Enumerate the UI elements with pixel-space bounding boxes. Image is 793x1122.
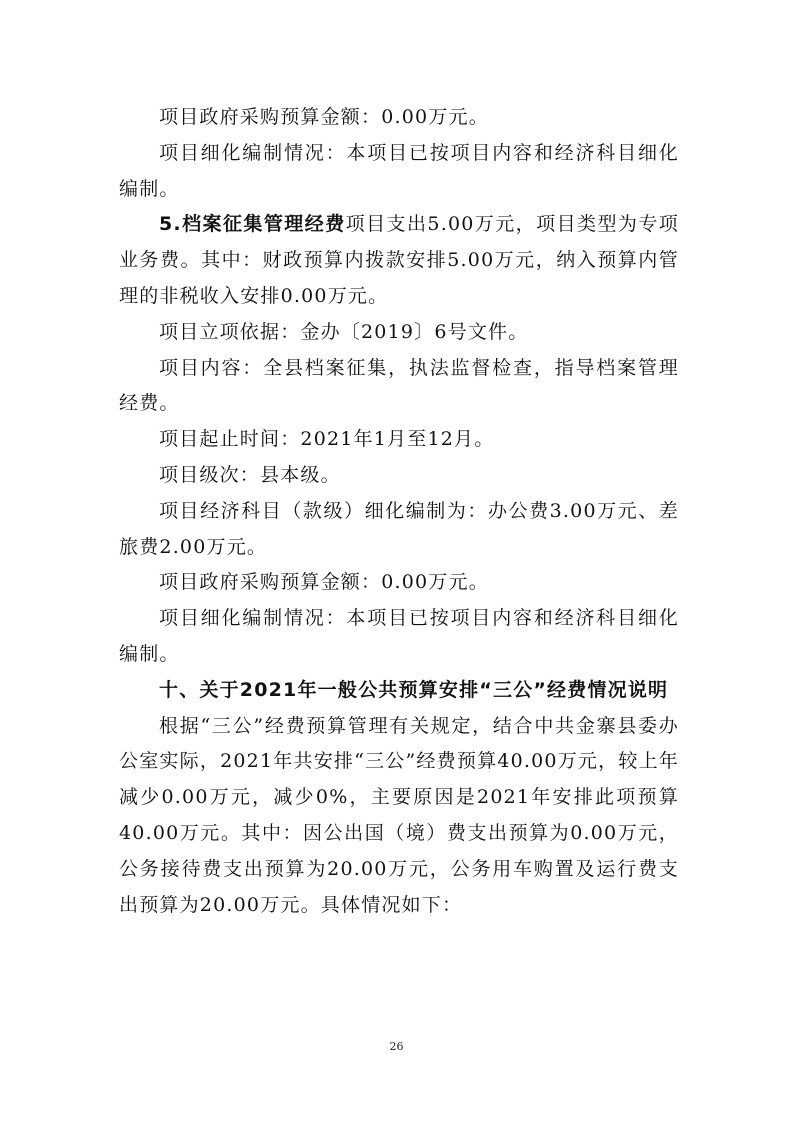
paragraph-project-period [119,422,679,458]
paragraph-text: 项目细化编制情况：本项目已按项目内容和经济科目细化编制。 [119,607,679,665]
paragraph-text: 项目经济科目（款级）细化编制为：办公费3.00万元、差旅费2.00万元。 [119,499,679,558]
paragraph-detail-status-2 [119,601,679,673]
paragraph-text: 项目政府采购预算金额：0.00万元。 [159,571,489,594]
paragraph-text: 项目起止时间：2021年1月至12月。 [159,428,495,451]
paragraph-economic-items [119,494,679,566]
paragraph-text: 项目政府采购预算金额：0.00万元。 [159,106,489,128]
document-body [119,100,679,923]
paragraph-project-basis [119,315,679,351]
paragraph-text: 项目支出5.00万元，项目类型为专项业务费。其中：财政预算内拨款安排5.00万元，纳入预算内管理的非税收入安排0.00万元。 [119,213,679,307]
project-title: 5.档案征集管理经费 [159,213,346,236]
paragraph-procurement-amount-1 [119,100,679,136]
paragraph-project-level [119,458,679,494]
paragraph-text: 项目级次：县本级。 [159,463,341,486]
paragraph-archive-project [119,207,679,314]
paragraph-text: 项目立项依据：金办〔2019〕6号文件。 [159,320,529,343]
paragraph-procurement-amount-2 [119,565,679,601]
paragraph-text: 项目内容：全县档案征集，执法监督检查，指导档案管理经费。 [119,356,679,415]
paragraph-project-content [119,351,679,423]
section-heading: 十、关于2021年一般公共预算安排“三公”经费情况说明 [159,678,669,701]
paragraph-detail-status-1 [119,136,679,208]
paragraph-text: 项目细化编制情况：本项目已按项目内容和经济科目细化编制。 [119,141,679,200]
page-number: 26 [389,1040,404,1053]
paragraph-three-public-expenses: 根据“三公”经费预算管理有关规定，结合中共金寨县委办公室实际，2021年共安排“三公”经费预算40.00万元，较上年减少0.00万元，减少0%，主要原因是2021年安排此项预算40.00万元。其中：因公出国（境）费支出预算为0.00万元，公务接待费支出预算为20.00万元，公务用车购置及运行费支出预算为20.00万元。具体情况如下： [119,714,679,916]
